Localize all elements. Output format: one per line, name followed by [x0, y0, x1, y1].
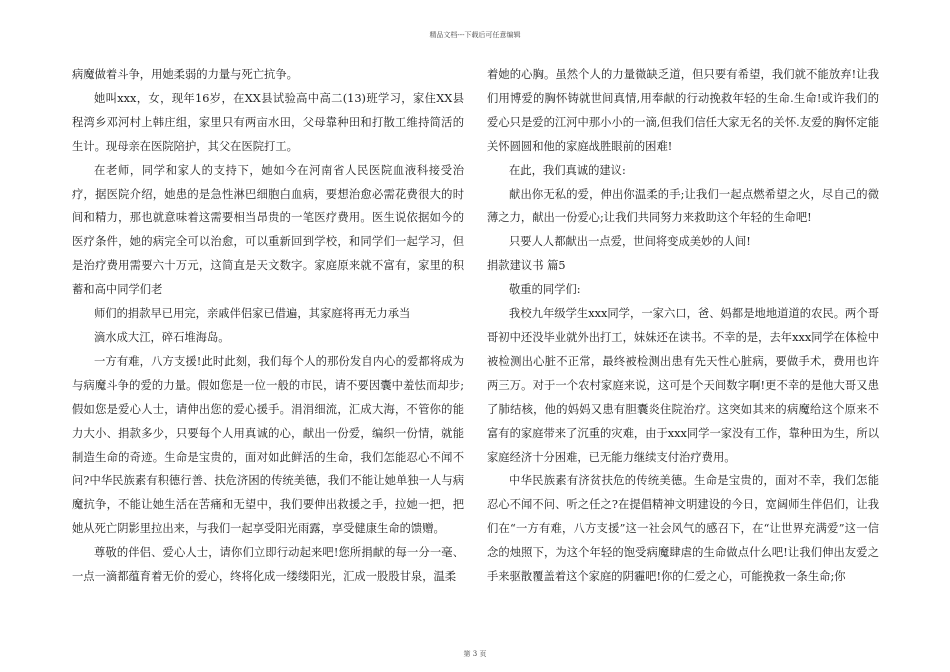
paragraph: 在老师，同学和家人的支持下，她如今在河南省人民医院血液科接受治疗，据医院介绍，她患的是急性淋巴细胞白血病，要想治愈必需花费很大的时间和精力，那也就意味着这需要相当昂贵的一笔医疗费用。医生说依据如今的医疗条件，她的病完全可以治愈，可以重新回到学校，和同学们一起学习，但是治疗费用需要六十万元，这简直是天文数字。家庭原来就不富有，家里的积蓄和高中同学们老	[72, 163, 464, 297]
salutation: 敬重的同学们:	[509, 283, 581, 297]
paragraph: 她叫xxx，女，现年16岁，在XX县试验高中高二(13)班学习，家住XX县程湾乡邓河村上韩庄组，家里只有两亩水田，父母靠种田和打散工维持简活的生计。现母亲在医院陪护，其父在医院打工。	[72, 91, 464, 153]
page-header: 精品文档---下载后可任意编辑	[429, 31, 521, 39]
paragraph: 只要人人都献出一点爱，世间将变成美妙的人间!	[509, 235, 751, 249]
paragraph: 献出你无私的爱，伸出你温柔的手;让我们一起点燃希望之火，尽自己的微薄之力，献出一份爱心;让我们共同努力来救助这个年轻的生命吧!	[487, 187, 879, 225]
paragraph: 师们的捐款早已用完，亲戚伴侣家已借遍，其家庭将再无力承当	[94, 307, 411, 321]
right-column	[487, 63, 879, 589]
paragraph: 病魔做着斗争，用她柔弱的力量与死亡抗争。	[72, 68, 298, 81]
paragraph: 在此，我们真诚的建议:	[509, 163, 626, 177]
paragraph: 一方有难，八方支援!此时此刻，我们每个人的那份发自内心的爱都将成为与病魔斗争的爱的力量。假如您是一位一般的市民，请不要因囊中羞怯而却步;假如您是爱心人士，请伸出您的爱心援手。涓涓细流，汇成大海，不管你的能力大小、捐款多少，只要每个人用真诚的心，献出一份爱，编织一份情，就能制造生命的奇迹。生命是宝贵的，面对如此鲜活的生命，我们怎能忍心不闻不问?中华民族素有积德行善、扶危济困的传统美德，我们不能让她单独一人与病魔抗争，不能让她生活在苦痛和无望中，我们要伸出救援之手，拉她一把，把她从死亡阴影里拉出来，与我们一起享受阳光雨露，享受健康生命的馈赠。	[72, 354, 464, 536]
paragraph: 滴水成大江，碎石堆海岛。	[94, 330, 230, 344]
section-heading: 捐款建议书 篇5	[487, 259, 566, 273]
page-number: 第 3 页	[463, 650, 487, 658]
left-column	[72, 63, 464, 589]
paragraph: 中华民族素有济贫扶危的传统美德。生命是宝贵的，面对不幸，我们怎能忍心不闻不问、听之任之?在提倡精神文明建设的今日，宽阔师生伴侣们，让我们在“一方有难，八方支援”这一社会风气的感召下，在“让世界充满爱”这一信念的烛照下，为这个年轻的饱受病魔肆虐的生命做点什么吧!让我们伸出友爱之手来驱散覆盖着这个家庭的阴霾吧!你的仁爱之心，可能挽救一条生命;你	[487, 474, 879, 584]
paragraph: 着她的心胸。虽然个人的力量微缺乏道，但只要有希望，我们就不能放弃!让我们用博爱的胸怀铸就世间真情,用奉献的行动挽救年轻的生命.生命!或许我们的爱心只是爱的江河中那小小的一滴,但我们信任大家无名的关怀.友爱的胸怀定能关怀圆圆和他的家庭战胜眼前的困难!	[487, 68, 879, 153]
paragraph: 我校九年级学生xxx同学，一家六口，爸、妈都是地地道道的农民。两个哥哥初中还没毕业就外出打工，妹妹还在读书。不幸的是，去年xxx同学在体检中被检测出心脏不正常，最终被检测出患有先天性心脏病，要做手术，费用也许两三万。对于一个农村家庭来说，这可是个天间数字啊!更不幸的是他大哥又患了肺结核，他的妈妈又患有胆囊炎住院治疗。这突如其来的病魔给这个原来不富有的家庭带来了沉重的灾难，由于xxx同学一家没有工作，靠种田为生，所以家庭经济十分困难，已无能力继续支付治疗费用。	[487, 307, 879, 464]
paragraph: 尊敬的伴侣、爱心人士，请你们立即行动起来吧!您所捐献的每一分一毫、一点一滴都蕴育着无价的爱心，终将化成一缕缕阳光，汇成一股股甘泉，温柔	[72, 546, 464, 584]
